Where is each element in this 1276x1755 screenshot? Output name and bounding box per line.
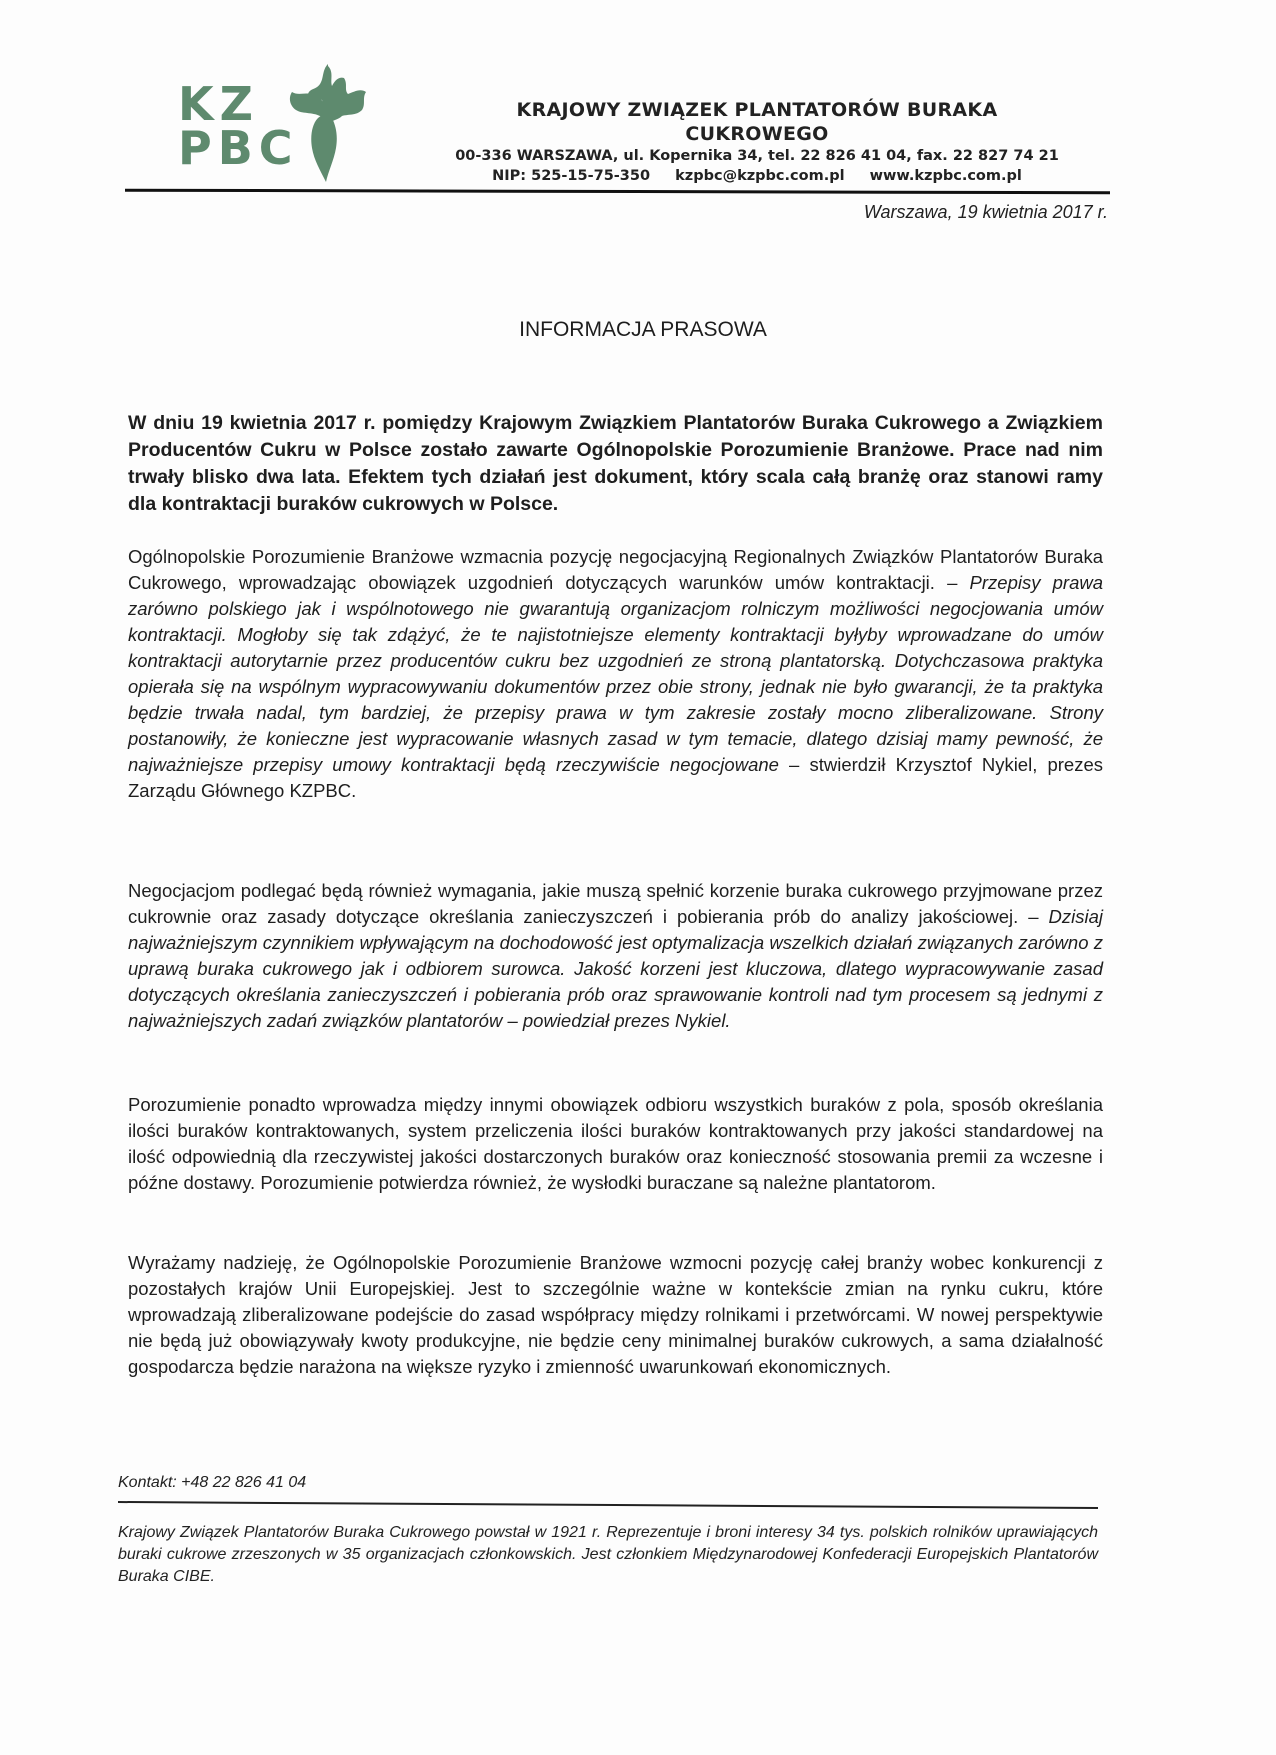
paragraph-4: [128, 1250, 1103, 1380]
quote-text: Przepisy prawa zarówno polskiego jak i wspólnotowego nie gwarantują organizacjom rolniczym możliwości negocjowania umów kontraktacji. Mogłoby się tak zdążyć, że te najistotniejsze elementy kontraktacji byłyby wprowadzane do umów kontraktacji autorytarnie przez producentów cukru bez uzgodnień ze stroną plantatorską. Dotychczasowa praktyka opierała się na wspólnym wypracowywaniu dokumentów przez obie strony, jednak nie było gwarancji, że ta praktyka będzie trwała nadal, tym bardziej, że przepisy prawa w tym zakresie zostały mocno zliberalizowane. Strony postanowiły, że konieczne jest wypracowanie własnych zasad w tym temacie, dlatego dzisiaj mamy pewność, że najważniejsze przepisy umowy kontraktacji będą rzeczywiście negocjowane: [128, 572, 1104, 775]
paragraph-text: Negocjacjom podlegać będą również wymagania, jakie muszą spełnić korzenie buraka cukrowego przyjmowane przez cukrownie oraz zasady dotyczące określania zanieczyszczeń i pobierania prób do analizy jakościowej. –: [128, 880, 1103, 927]
organization-contact-line: [447, 166, 1067, 186]
organization-name: KRAJOWY ZWIĄZEK PLANTATORÓW BURAKA CUKROWEGO: [516, 99, 998, 145]
paragraph-1: [128, 544, 1103, 804]
contact-info: Kontakt: +48 22 826 41 04: [118, 1474, 307, 1491]
paragraph-text: Ogólnopolskie Porozumienie Branżowe wzmacnia pozycję negocjacyjną Regionalnych Związków Plantatorów Buraka Cukrowego, wprowadzając obowiązek uzgodnień dotyczących warunków umów kontraktacji. –: [128, 546, 1103, 593]
paragraph-text: Wyrażamy nadzieję, że Ogólnopolskie Porozumienie Branżowe wzmocni pozycję całej branży wobec konkurencji z pozostałych krajów Unii Europejskiej. Jest to szczególnie ważne w kontekście zmian na rynku cukru, które wprowadzają zliberalizowane podejście do zasad współpracy między rolnikami i przetwórcami. W nowej perspektywie nie będą już obowiązywały kwoty produkcyjne, nie będzie ceny minimalnej buraków cukrowych, a sama działalność gospodarcza będzie narażona na większe ryzyko i zmienność uwarunkowań ekonomicznych.: [128, 1252, 1103, 1377]
organization-header: [447, 98, 1067, 186]
paragraph-2: [128, 878, 1103, 1034]
kzpbc-logo: [178, 77, 378, 192]
logo-line-2: PBC: [178, 121, 299, 175]
email-link[interactable]: kzpbc@kzpbc.com.pl: [675, 168, 845, 184]
footer-divider: [118, 1501, 1098, 1509]
paragraph-3: [128, 1092, 1103, 1196]
logo-line-1: KZ: [178, 77, 259, 131]
organization-address: 00-336 WARSZAWA, ul. Kopernika 34, tel. 22 826 41 04, fax. 22 827 74 21: [455, 148, 1059, 164]
quote-text: Dzisiaj najważniejszym czynnikiem wpływającym na dochodowość jest optymalizacja wszelkich działań związanych zarówno z uprawą buraka cukrowego jak i odbiorem surowca. Jakość korzeni jest kluczowa, dlatego wypracowywanie zasad dotyczących określania zanieczyszczeń i pobierania prób oraz sprawowanie kontroli nad tym procesem są jednymi z najważniejszych zadań związków plantatorów – powiedział prezes Nykiel.: [128, 906, 1103, 1031]
document-title: INFORMACJA PRASOWA: [519, 318, 767, 341]
paragraph-text: – stwierdził Krzysztof Nykiel, prezes Zarządu Głównego KZPBC.: [128, 754, 1103, 801]
lead-paragraph: W dniu 19 kwietnia 2017 r. pomiędzy Krajowym Związkiem Plantatorów Buraka Cukrowego a Związkiem Producentów Cukru w Polsce zostało zawarte Ogólnopolskie Porozumienie Branżowe. Prace nad nim trwały blisko dwa lata. Efektem tych działań jest dokument, który scala całą branżę oraz stanowi ramy dla kontraktacji buraków cukrowych w Polsce.: [128, 412, 1103, 515]
about-organization: Krajowy Związek Plantatorów Buraka Cukrowego powstał w 1921 r. Reprezentuje i broni interesy 34 tys. polskich rolników uprawiających buraki cukrowe zrzeszonych w 35 organizacjach członkowskich. Jest członkiem Międzynarodowej Konfederacji Europejskich Plantatorów Buraka CIBE.: [118, 1524, 1098, 1585]
nip-number: NIP: 525-15-75-350: [492, 168, 651, 184]
paragraph-text: Porozumienie ponadto wprowadza między innymi obowiązek odbioru wszystkich buraków z pola, sposób określania ilości buraków kontraktowanych, system przeliczenia ilości buraków kontraktowanych przy jakości standardowej na ilość odpowiednią dla rzeczywistej jakości dostarczonych buraków oraz konieczność stosowania premii za wczesne i późne dostawy. Porozumienie potwierdza również, że wysłodki buraczane są należne plantatorom.: [128, 1094, 1103, 1193]
document-date: Warszawa, 19 kwietnia 2017 r.: [863, 202, 1108, 222]
website-link[interactable]: www.kzpbc.com.pl: [869, 168, 1022, 184]
sugar-beet-icon: [270, 60, 380, 190]
header-divider: [125, 189, 1110, 195]
